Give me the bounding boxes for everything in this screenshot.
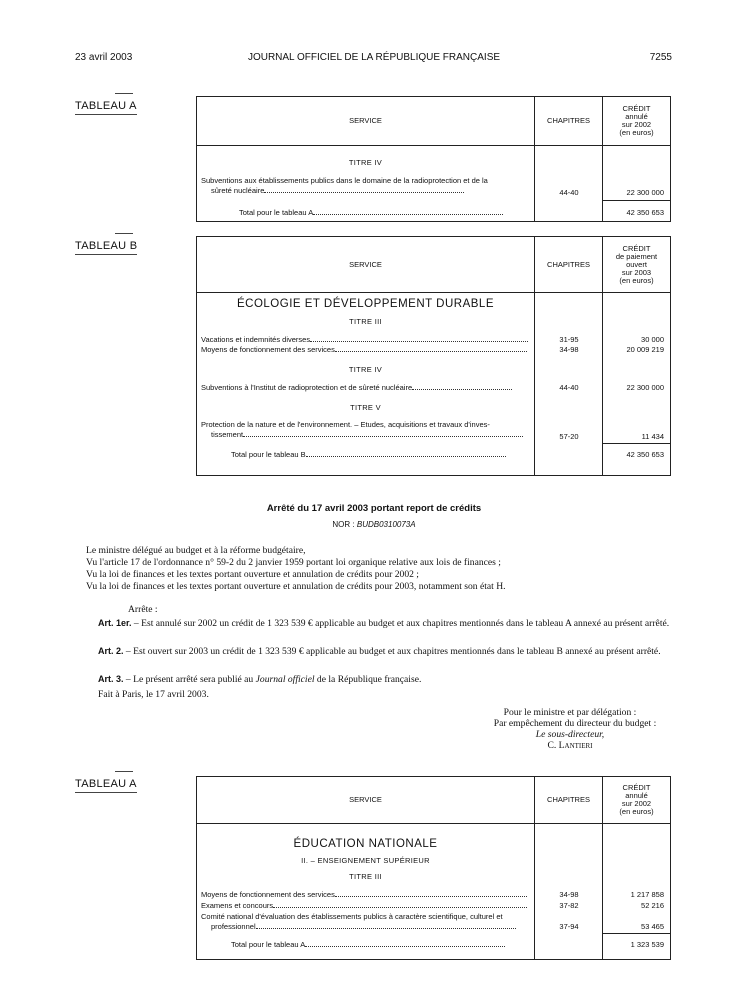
table-a1: [196, 96, 671, 222]
table-a2: [196, 776, 671, 960]
table-a2-total-label: Total pour le tableau A: [231, 940, 528, 949]
table-b-row2-label: Moyens de fonctionnement des services: [201, 345, 528, 354]
table-a1-total-label: Total pour le tableau A: [239, 208, 528, 217]
table-b-col-credit: CRÉDIT de paiement ouvert sur 2003 (en euros): [602, 237, 670, 292]
table-a2-row1-credit: 1 217 858: [630, 890, 664, 899]
table-a1-row1-line1: Subventions aux établissements publics dans le domaine de la radioprotection et de la: [201, 176, 488, 185]
arrete-p4: Vu la loi de finances et les textes portant ouverture et annulation de crédits pour 2003, notamment son état H.: [86, 581, 506, 592]
table-b-row4-line1: Protection de la nature et de l'environnement. – Etudes, acquisitions et travaux d'inves-: [201, 420, 490, 429]
arrete-nor: NOR : BUDB0310073A: [332, 520, 416, 529]
table-b-row4-line2: tissement: [211, 430, 528, 439]
table-b-total-value: 42 350 653: [626, 450, 664, 459]
table-a2-total-value: 1 323 539: [630, 940, 664, 949]
table-b-row3-credit: 22 300 000: [626, 383, 664, 392]
table-a2-subsection: II. – ENSEIGNEMENT SUPÉRIEUR: [301, 856, 430, 865]
table-a1-titre: TITRE IV: [348, 158, 383, 167]
table-a2-col-chapitres: CHAPITRES: [534, 777, 602, 823]
table-b-row3-label: Subventions à l'Institut de radioprotection et de sûreté nucléaire: [201, 383, 528, 392]
table-a2-row2-credit: 52 216: [641, 901, 664, 910]
signature-line-1: Pour le ministre et par délégation :: [503, 707, 637, 718]
table-a2-row1-label: Moyens de fonctionnement des services: [201, 890, 528, 899]
arrete-p1: Le ministre délégué au budget et à la réforme budgétaire,: [86, 545, 306, 556]
table-a1-header: [197, 97, 670, 146]
table-b-header: [197, 237, 670, 293]
table-a2-label: [75, 778, 137, 790]
table-a2-total-rule: [603, 933, 670, 934]
table-a1-col-chapitres: CHAPITRES: [534, 97, 602, 145]
arrete-fait: Fait à Paris, le 17 avril 2003.: [98, 689, 209, 700]
table-a2-row1-chapitre: 34-98: [559, 890, 579, 899]
table-a2-row3-line2: professionnel: [211, 922, 528, 931]
header-date: 23 avril 2003: [75, 52, 133, 63]
table-b-body: [197, 293, 670, 476]
table-b-row3-chapitre: 44-40: [559, 383, 579, 392]
table-b-row4-credit: 11 434: [641, 432, 664, 441]
arrete-p3: Vu la loi de finances et les textes portant ouverture et annulation de crédits pour 2002 ;: [86, 569, 419, 580]
table-a1-row1-chapitre: 44-40: [559, 188, 579, 197]
table-b-row2-credit: 20 009 219: [626, 345, 664, 354]
table-a1-col-service: SERVICE: [349, 116, 382, 125]
table-a1-body: [197, 146, 670, 222]
table-a2-col-service: SERVICE: [349, 795, 382, 804]
table-b-titre-5: TITRE V: [350, 403, 381, 412]
table-a2-row3-line1: Comité national d'évaluation des établissements publics à caractère scientifique, culturel et: [201, 912, 503, 921]
table-a2-titre: TITRE III: [349, 872, 382, 881]
table-b-col-chapitres: CHAPITRES: [534, 237, 602, 292]
header-page-number: 7255: [649, 52, 672, 63]
table-b-row1-chapitre: 31-95: [559, 335, 579, 344]
table-b-row1-credit: 30 000: [641, 335, 664, 344]
table-a2-section-title: ÉDUCATION NATIONALE: [293, 838, 438, 850]
signature-line-3: Le sous-directeur,: [535, 729, 605, 740]
table-b-total-rule: [603, 443, 670, 444]
table-b-titre-3: TITRE III: [349, 317, 382, 326]
table-a2-body: [197, 824, 670, 960]
table-b-row4-chapitre: 57-20: [559, 432, 579, 441]
table-a1-col-credit: CRÉDIT annulé sur 2002 (en euros): [602, 97, 670, 145]
table-a1-label-text: TABLEAU A: [75, 100, 137, 112]
table-b-section-title: ÉCOLOGIE ET DÉVELOPPEMENT DURABLE: [236, 298, 494, 310]
table-b: [196, 236, 671, 476]
table-a2-row3-credit: 53 465: [641, 922, 664, 931]
table-b-label: [75, 240, 137, 252]
table-b-row2-chapitre: 34-98: [559, 345, 579, 354]
table-a2-row2-label: Examens et concours: [201, 901, 528, 910]
table-a2-header: [197, 777, 670, 824]
arrete-article-2: Art. 2. – Est ouvert sur 2003 un crédit de 1 323 539 € applicable au budget et aux chapitres mentionnés dans le tableau B annexé au présent arrêté.: [98, 646, 661, 657]
table-a2-label-text: TABLEAU A: [75, 778, 137, 790]
table-b-col-service: SERVICE: [349, 259, 382, 269]
table-a1-row1-credit: 22 300 000: [626, 188, 664, 197]
table-b-total-label: Total pour le tableau B: [231, 450, 528, 459]
table-a1-label: [75, 100, 137, 112]
table-b-label-text: TABLEAU B: [75, 240, 138, 252]
table-a2-row2-chapitre: 37-82: [559, 901, 579, 910]
arrete-decides: Arrête :: [128, 604, 158, 615]
signature-name: C. Lantieri: [547, 740, 593, 751]
arrete-p2: Vu l'article 17 de l'ordonnance n° 59-2 du 2 janvier 1959 portant loi organique relative aux lois de finances ;: [86, 557, 501, 568]
header-journal-title: JOURNAL OFFICIEL DE LA RÉPUBLIQUE FRANÇAISE: [247, 52, 501, 63]
table-a2-col-credit: CRÉDIT annulé sur 2002 (en euros): [602, 777, 670, 823]
table-a2-row3-chapitre: 37-94: [559, 922, 579, 931]
arrete-title: Arrêté du 17 avril 2003 portant report de crédits: [266, 503, 482, 514]
arrete-article-1: Art. 1er. – Est annulé sur 2002 un crédit de 1 323 539 € applicable au budget et aux chapitres mentionnés dans le tableau A annexé au présent arrêté.: [98, 618, 670, 629]
table-a1-total-rule: [603, 200, 670, 201]
table-a1-total-value: 42 350 653: [626, 208, 664, 217]
table-a1-row1-line2: sûreté nucléaire: [211, 186, 528, 195]
signature-line-2: Par empêchement du directeur du budget :: [493, 718, 657, 729]
arrete-article-3: Art. 3. – Le présent arrêté sera publié au Journal officiel de la République française.: [98, 674, 422, 685]
table-b-titre-4: TITRE IV: [348, 365, 383, 374]
table-b-row1-label: Vacations et indemnités diverses: [201, 335, 528, 344]
